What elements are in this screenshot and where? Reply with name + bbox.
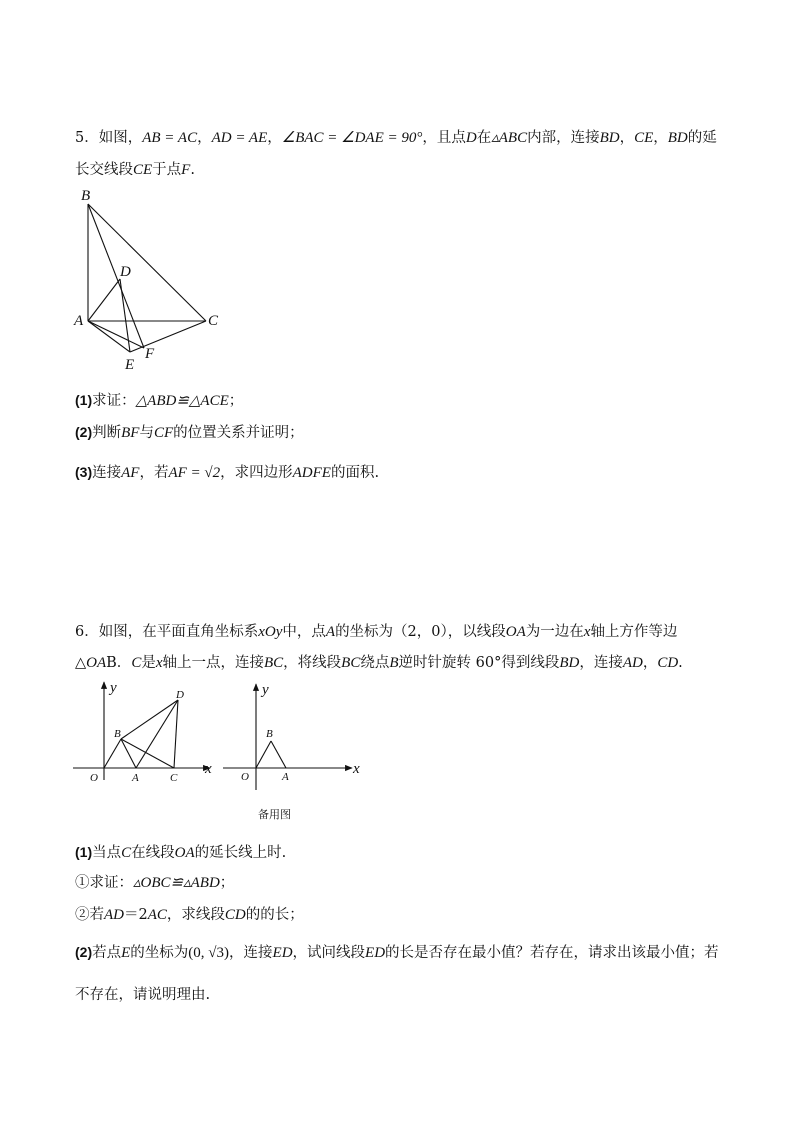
q5-number: 5．: [75, 130, 99, 146]
label-O: O: [90, 772, 98, 784]
coordinate-E: (0, √3): [188, 945, 230, 961]
q6-number: 6．: [75, 624, 99, 640]
label-x-2: x: [353, 761, 360, 777]
label-y: y: [110, 680, 117, 696]
q5-geometry-figure: [70, 185, 230, 375]
segment-CD: [174, 700, 178, 768]
q5-statement-line-2: 长交线段CE于点F.: [75, 162, 195, 178]
segment-AD: [136, 700, 178, 768]
label-F: F: [145, 346, 155, 362]
q6-main-figure: [70, 680, 220, 790]
q5-sub-question-1: (1)求证：△ABD≌△ACE；: [75, 392, 244, 409]
segment-AE: [88, 321, 130, 352]
segment-BA-2: [271, 741, 286, 768]
q6-figure1-lines: [73, 682, 210, 780]
segment-EC: [130, 321, 206, 352]
q6-spare-figure: [220, 680, 370, 830]
label-A: A: [74, 313, 84, 329]
label-x: x: [205, 761, 212, 777]
q5-statement-line-1: 5．如图，AB = AC，AD = AE，∠BAC = ∠DAE = 90°，且点D在▵ABC内部，连接BD，CE，BD的延: [75, 130, 717, 146]
figure-caption: 备用图: [258, 808, 291, 821]
q6-statement-line-2: △OAB．C是x轴上一点，连接BC，将线段BC绕点B逆时针旋转 60°得到线段BD，连接AD，CD.: [75, 655, 683, 671]
q6-sub-question-1: (1)当点C在线段OA的延长线上时.: [75, 844, 287, 861]
q5-sub-question-2: (2)判断BF与CF的位置关系并证明；: [75, 424, 304, 441]
q6-sub-question-1a: ①求证：▵OBC≌▵ABD；: [75, 875, 235, 891]
q6-sub-question-2: (2)若点E的坐标为(0, √3)，连接ED，试问线段ED的长是否存在最小值？若存在，请求出该最小值；若: [75, 944, 719, 961]
segment-AD: [88, 279, 120, 321]
label-A-2: A: [282, 771, 289, 783]
q6-sub-question-2-continued: 不存在，请说明理由.: [75, 987, 211, 1003]
segment-BC: [88, 204, 206, 321]
segment-BF: [88, 204, 144, 348]
q6-sub-question-1b: ②若AD＝2AC，求线段CD的的长；: [75, 907, 304, 923]
label-E: E: [125, 357, 135, 373]
segment-BD: [121, 700, 178, 739]
label-B: B: [114, 728, 121, 740]
label-C: C: [170, 772, 178, 784]
label-C: C: [208, 313, 219, 329]
segment-OB-2: [256, 741, 271, 768]
label-D: D: [176, 689, 184, 701]
label-D: D: [120, 264, 131, 280]
q5-sub-question-3: (3)连接AF，若AF = √2，求四边形ADFE的面积.: [75, 464, 380, 481]
label-O-2: O: [241, 771, 249, 783]
label-A: A: [132, 772, 139, 784]
segment-OB: [104, 739, 121, 768]
q6-statement-line-1: 6．如图，在平面直角坐标系xOy中，点A的坐标为（2，0），以线段OA为一边在x轴上方作等边: [75, 624, 678, 640]
label-B: B: [81, 188, 91, 204]
segment-DE: [120, 279, 130, 352]
q5-figure-lines: [88, 204, 206, 352]
label-B-2: B: [266, 728, 273, 740]
label-y-2: y: [262, 682, 269, 698]
